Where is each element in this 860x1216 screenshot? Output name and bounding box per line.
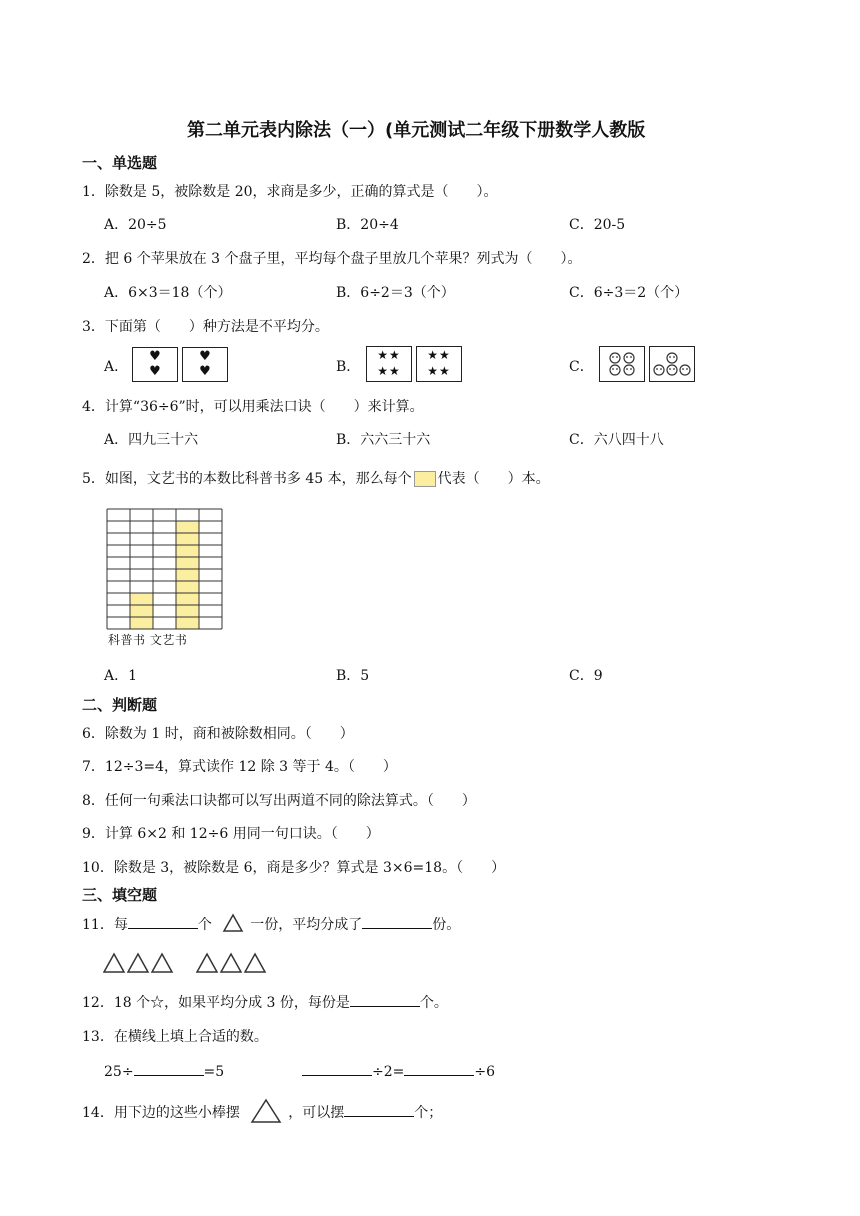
question-6: 6．除数为 1 时，商和被除数相同。（ ） (82, 726, 354, 742)
q14-blank[interactable] (344, 1102, 414, 1117)
q4-option-c[interactable]: C．六八四十八 (569, 432, 664, 448)
q4-option-b[interactable]: B．六六三十六 (336, 432, 431, 448)
q13-eq1-left: 25÷ (104, 1064, 134, 1080)
q13-eq2-mid: ÷2= (372, 1064, 405, 1080)
question-12 (82, 992, 448, 1012)
q3-a-box-1 (132, 347, 178, 382)
question-1: 1．除数是 5，被除数是 20，求商是多少，正确的算式是（ ）。 (82, 184, 498, 200)
q3-c-box-2 (649, 346, 695, 382)
star-icon: ★★ (377, 348, 401, 362)
q2-option-a[interactable]: A．6×3＝18（个） (104, 285, 232, 301)
q12-part-1: 12．18 个☆，如果平均分成 3 份，每份是 (82, 995, 350, 1011)
q11-part-3: 一份，平均分成了 (250, 917, 363, 933)
bar-cell-science (130, 617, 153, 629)
question-13: 13．在横线上填上合适的数。 (82, 1029, 268, 1045)
q11-part-2: 个 (197, 917, 212, 933)
q3-a-box-2 (182, 347, 228, 382)
book-count-grid-chart (106, 508, 224, 630)
q12-blank[interactable] (350, 992, 420, 1007)
q2-option-c[interactable]: C．6÷3＝2（个） (569, 285, 689, 301)
yellow-square-icon (414, 471, 436, 487)
bar-cell-science (130, 605, 153, 617)
q5-option-b[interactable]: B．5 (336, 668, 370, 684)
q3-option-a[interactable]: A． (104, 359, 129, 375)
question-10: 10．除数是 3，被除数是 6，商是多少？算式是 3×6=18。（ ） (82, 860, 506, 876)
bar-cell-literature (176, 557, 199, 569)
q13-eq2-right: ÷6 (474, 1064, 496, 1080)
q14-part-3: 个； (414, 1105, 443, 1121)
q13-blank-1[interactable] (134, 1061, 204, 1076)
q5-option-a[interactable]: A．1 (104, 668, 138, 684)
q11-part-4: 份。 (432, 917, 461, 933)
q3-option-b[interactable]: B． (336, 359, 361, 375)
question-5-text-after: 代表（ ）本。 (437, 471, 550, 487)
bar-cell-literature (176, 533, 199, 545)
bar-cell-literature (176, 593, 199, 605)
q11-part-1: 11．每 (82, 917, 128, 933)
q11-blank-1[interactable] (128, 914, 198, 929)
q1-option-c[interactable]: C．20-5 (569, 217, 626, 233)
q5-option-c[interactable]: C．9 (569, 668, 603, 684)
bar-cell-literature (176, 521, 199, 533)
question-5-text-before: 5．如图，文艺书的本数比科普书多 45 本，那么每个 (82, 471, 412, 487)
question-14 (82, 1098, 442, 1128)
q3-b-box-2 (416, 346, 462, 382)
triangles-group-icon (103, 951, 271, 975)
q12-part-2: 个。 (419, 995, 448, 1011)
bar-cell-science (130, 593, 153, 605)
section-heading-single-choice: 一、单选题 (82, 154, 158, 172)
bar-cell-literature (176, 605, 199, 617)
smiley-group-icon (600, 347, 644, 381)
q13-equation-1 (104, 1061, 224, 1080)
question-7: 7．12÷3=4，算式读作 12 除 3 等于 4。（ ） (82, 759, 397, 775)
smiley-group-icon (650, 347, 694, 381)
q4-option-a[interactable]: A．四九三十六 (104, 432, 199, 448)
bar-cell-literature (176, 581, 199, 593)
q1-option-b[interactable]: B．20÷4 (336, 217, 399, 233)
section-heading-true-false: 二、判断题 (82, 696, 158, 714)
q1-option-a[interactable]: A．20÷5 (104, 217, 167, 233)
star-icon: ★★ (377, 364, 401, 378)
q13-blank-2[interactable] (302, 1061, 372, 1076)
page-title: 第二单元表内除法（一）(单元测试二年级下册数学人教版 (187, 120, 646, 141)
q14-part-1: 14．用下边的这些小棒摆 (82, 1105, 240, 1121)
q13-eq1-right: =5 (203, 1064, 225, 1080)
chart-category-labels: 科普书 文艺书 (108, 633, 188, 647)
q3-b-box-1 (366, 346, 412, 382)
section-heading-fill-blank: 三、填空题 (82, 886, 158, 904)
question-2: 2．把 6 个苹果放在 3 个盘子里，平均每个盘子里放几个苹果？列式为（ ）。 (82, 251, 582, 267)
heart-icon: ♥ (149, 349, 161, 364)
q13-equation-2 (302, 1061, 495, 1080)
star-icon: ★★ (427, 364, 451, 378)
triangle-icon (222, 913, 244, 937)
bar-cell-literature (176, 617, 199, 629)
q3-option-c[interactable]: C． (569, 359, 594, 375)
q14-part-2: ，可以摆 (288, 1105, 345, 1121)
heart-icon: ♥ (149, 364, 161, 379)
question-8: 8．任何一句乘法口诀都可以写出两道不同的除法算式。（ ） (82, 793, 476, 809)
question-11 (82, 913, 460, 937)
question-9: 9．计算 6×2 和 12÷6 用同一句口诀。（ ） (82, 826, 380, 842)
q13-blank-3[interactable] (404, 1061, 474, 1076)
question-3: 3．下面第（ ）种方法是不平均分。 (82, 319, 329, 335)
q2-option-b[interactable]: B．6÷2＝3（个） (336, 285, 455, 301)
triangle-icon (250, 1098, 282, 1128)
q11-blank-2[interactable] (362, 914, 432, 929)
question-5 (82, 468, 550, 488)
q3-c-box-1 (599, 346, 645, 382)
heart-icon: ♥ (199, 364, 211, 379)
bar-cell-literature (176, 569, 199, 581)
bar-cell-literature (176, 545, 199, 557)
star-icon: ★★ (427, 348, 451, 362)
heart-icon: ♥ (199, 349, 211, 364)
question-4: 4．计算“36÷6”时，可以用乘法口诀（ ）来计算。 (82, 399, 424, 415)
